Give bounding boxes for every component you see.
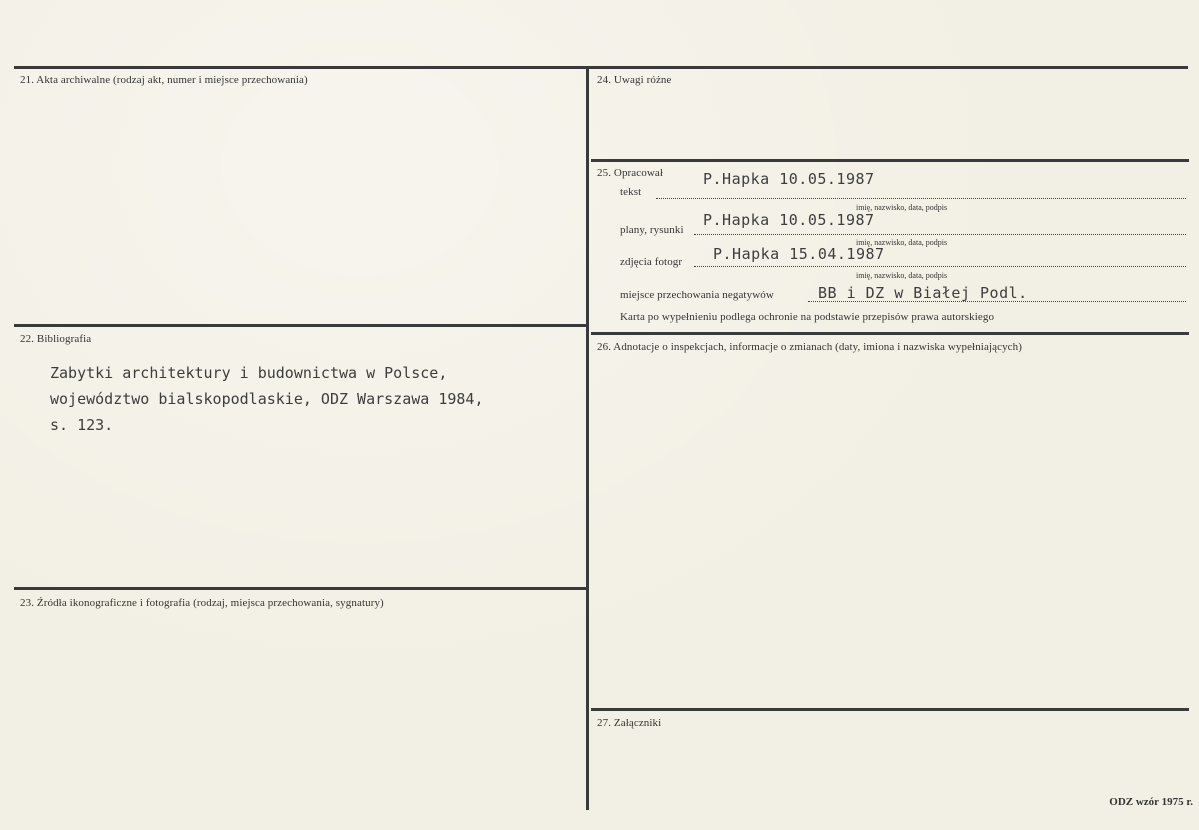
section-25-label: 25. Opracował — [597, 167, 664, 179]
tekst-label: tekst — [620, 186, 642, 198]
section-23-label: 23. Źródła ikonograficzne i fotografia (rodzaj, miejsca przechowania, sygnatury) — [20, 597, 384, 609]
rule-22-23 — [14, 587, 587, 590]
tekst-value: P.Hapka 10.05.1987 — [703, 170, 875, 188]
bibliography-line-2: województwo bialskopodlaskie, ODZ Warszawa 1984, — [50, 390, 484, 408]
tekst-dotted-line — [656, 198, 1186, 199]
center-divider — [586, 66, 589, 810]
form-identifier: ODZ wzór 1975 r. — [1109, 796, 1193, 808]
top-rule — [14, 66, 1188, 69]
foto-dotted-line — [694, 266, 1186, 267]
foto-value: P.Hapka 15.04.1987 — [713, 245, 885, 263]
rule-21-22 — [14, 324, 587, 327]
plany-value: P.Hapka 10.05.1987 — [703, 211, 875, 229]
plany-label: plany, rysunki — [620, 224, 684, 236]
section-24-label: 24. Uwagi różne — [597, 74, 672, 86]
signature-caption-2: imię, nazwisko, data, podpis — [856, 238, 948, 247]
section-22-label: 22. Bibliografia — [20, 333, 92, 345]
signature-caption-3: imię, nazwisko, data, podpis — [856, 271, 948, 280]
foto-label: zdjęcia fotogr — [620, 256, 683, 268]
negatyw-value: BB i DZ w Białej Podl. — [818, 284, 1028, 302]
bibliography-line-1: Zabytki architektury i budownictwa w Polsce, — [50, 364, 448, 382]
bibliography-text — [50, 360, 483, 438]
bibliography-line-3: s. 123. — [50, 416, 114, 434]
copyright-note: Karta po wypełnieniu podlega ochronie na podstawie przepisów prawa autorskiego — [620, 311, 995, 323]
signature-caption-1: imię, nazwisko, data, podpis — [856, 203, 948, 212]
negatyw-label: miejsce przechowania negatywów — [620, 289, 774, 301]
section-21-label: 21. Akta archiwalne (rodzaj akt, numer i miejsce przechowania) — [20, 74, 308, 86]
section-26-label: 26. Adnotacje o inspekcjach, informacje o zmianach (daty, imiona i nazwiska wypełniających) — [597, 341, 1023, 353]
section-27-label: 27. Załączniki — [597, 717, 662, 729]
rule-25-26 — [591, 332, 1189, 335]
rule-24-25 — [591, 159, 1189, 162]
plany-dotted-line — [694, 234, 1186, 235]
rule-26-27 — [591, 708, 1189, 711]
